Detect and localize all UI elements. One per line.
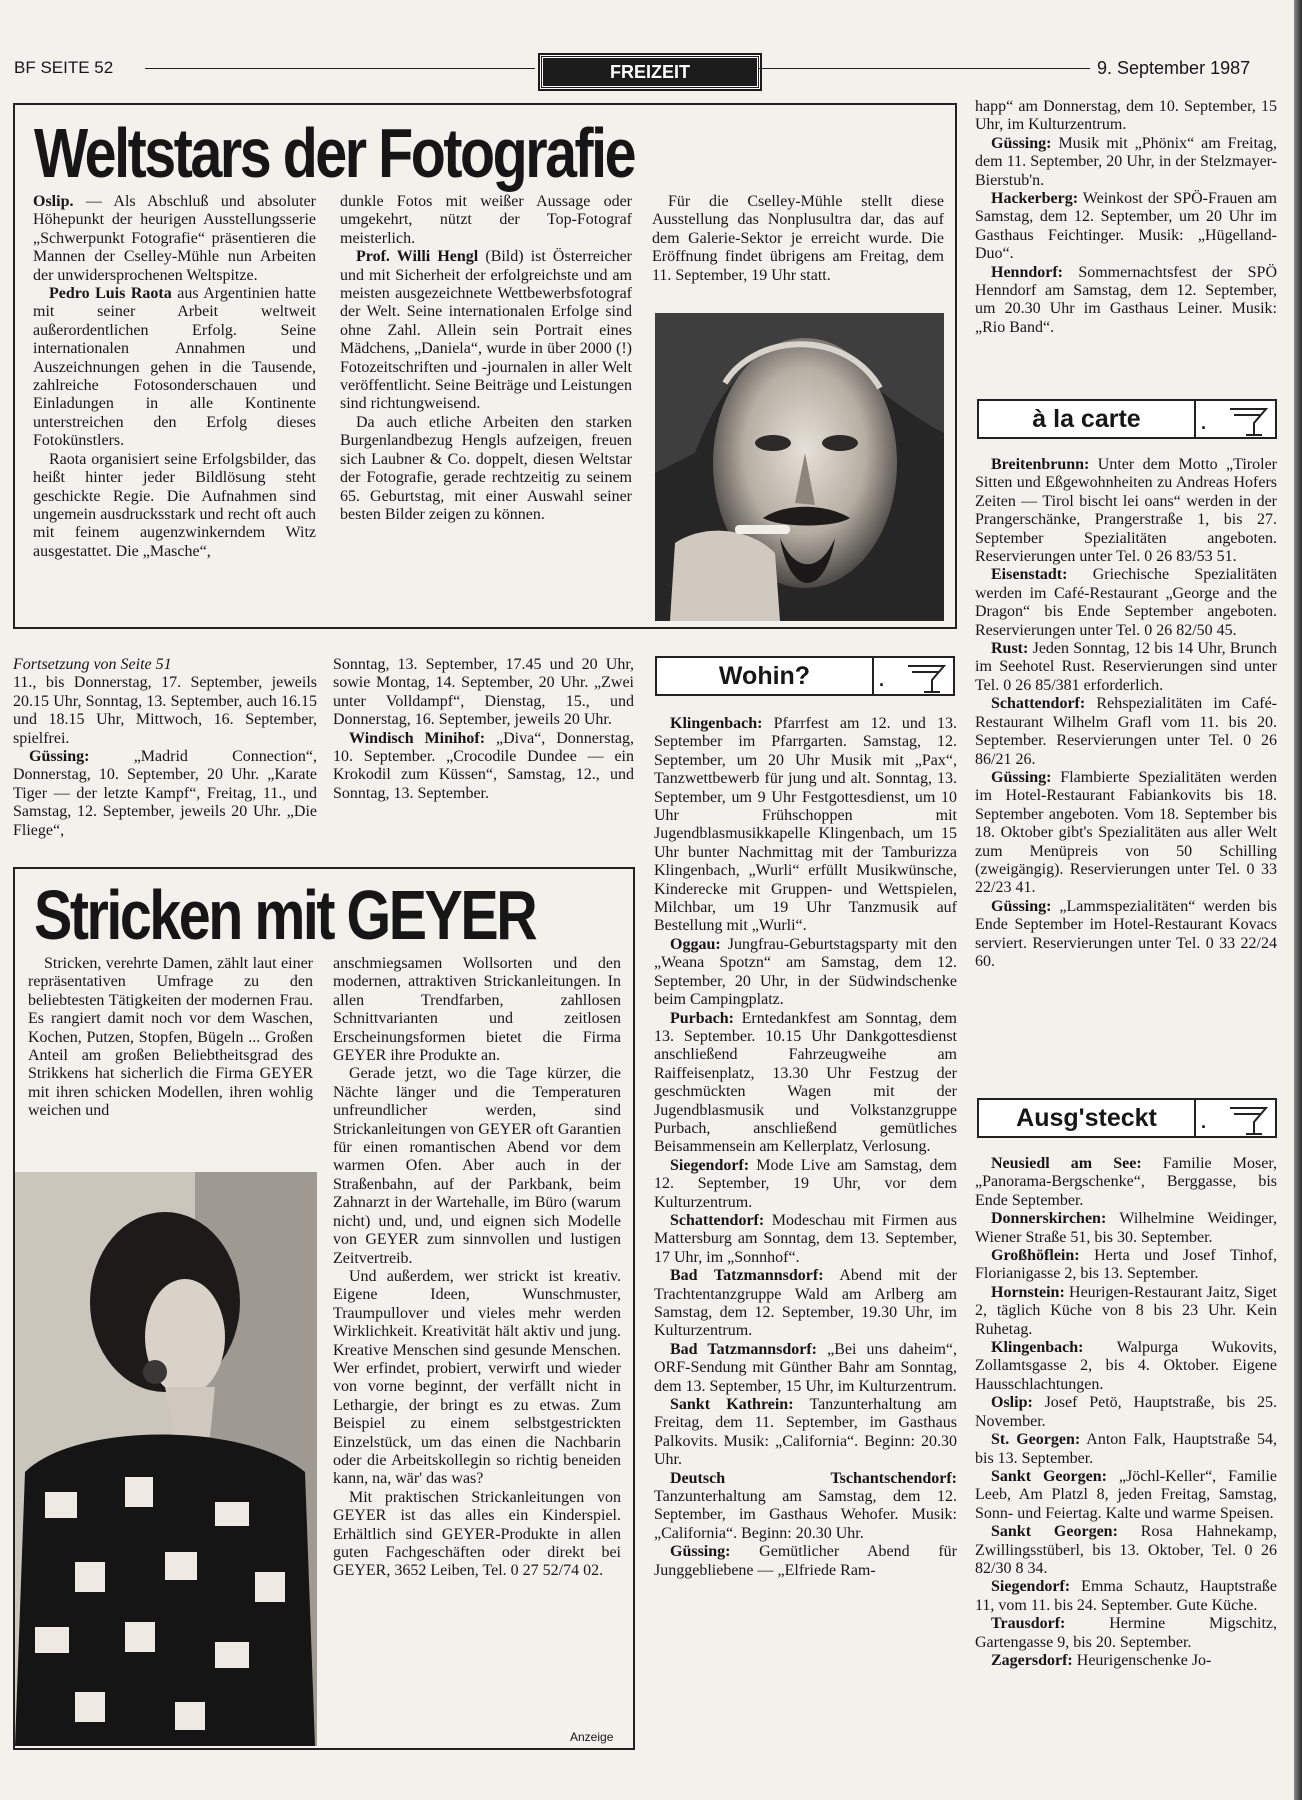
ausgsteckt-label: Ausg'steckt [979,1100,1196,1136]
knitwear-drawing [15,1172,317,1746]
header-rule-left [145,68,535,69]
ausgsteckt-box [977,1098,1277,1138]
article2-col1: Stricken, verehrte Damen, zählt laut einer repräsentativen Umfrage zu den beliebtesten Tätigkeiten der modernen Frau. Es rangiert damit noch vor dem Waschen, Kochen, Putzen, Stopfen, Bügeln ... Großen Anteil am großen Beliebtheitsgrad des Strikkens hat sicherlich die Firma GEYER mit ihren schicken Modellen, ihren wohlig weichen und [28,955,313,1120]
right-top-list: happ“ am Donnerstag, dem 10. September, 15 Uhr, im Kulturzentrum. Güssing: Musik mit „Phönix“ am Freitag, dem 11. September, 20 Uhr, in der Stelzmayer-Bierstub'n. Hackerberg: Weinkost der SPÖ-Frauen am Samstag, dem 12. September, um 20 Uhr im Gasthaus Feichtinger. Musik: „Hügelland-Duo“. Henndorf: Sommernachtsfest der SPÖ Henndorf am Samstag, dem 12. September, um 20.30 Uhr im Gasthaus Leiner. Musik: „Rio Band“. [975,98,1277,336]
article1-col3: Für die Cselley-Mühle stellt diese Ausstellung das Nonplusultra dar, das auf dem Galerie-Sektor je erreicht wurde. Die Eröffnung findet übrigens am Freitag, dem 11. September, 19 Uhr statt. [652,193,944,284]
scan-edge [1294,0,1302,1800]
wohin-box [655,656,955,696]
continuation-col2: Sonntag, 13. September, 17.45 und 20 Uhr, sowie Montag, 14. September, 20 Uhr. „Zwei unter Volldampf“, Dienstag, 15., und Donnerstag, 16. September, jeweils 20 Uhr. Windisch Minihof: „Diva“, Donnerstag, 10. September. „Crocodile Dundee — ein Krokodil zum Küssen“, Samstag, 12., und Sonntag, 13. September. [333,656,634,802]
glass-icon [902,662,950,694]
alacarte-dot: . [1201,413,1207,433]
glass-icon [1224,1104,1272,1136]
alacarte-list: Breitenbrunn: Unter dem Motto „Tiroler Sitten und Eßgewohnheiten zu Andreas Hofers Zeiten — Tirol bischt lei oans“ werden in der Prangerschänke, Prangerstraße 1, bis 27. September Spezialitäten angeboten. Reservierungen unter Tel. 0 26 83/53 51. Eisenstadt: Griechische Spezialitäten werden im Café-Restaurant „George and the Dragon“ bis Ende September angeboten. Reservierungen unter Tel. 0 26 82/50 45. Rust: Jeden Sonntag, 12 bis 14 Uhr, Brunch im Seehotel Rust. Reservierungen sind unter Tel. 0 26 85/381 erforderlich. Schattendorf: Rehspezialitäten im Café-Restaurant Wilhelm Grafl vom 11. bis 20. September. Reservierungen unter Tel. 0 26 86/21 26. Güssing: Flambierte Spezialitäten werden im Hotel-Restaurant Fabiankovits bis 18. September angeboten. Vom 18. September bis 18. Oktober gibt's Spezialitäten aus aller Welt zum Menüpreis von 50 Schilling (zweigängig). Reservierungen unter Tel. 0 33 22/23 41. Güssing: „Lammspezialitäten“ werden bis Ende September im Hotel-Restaurant Kovacs serviert. Reservierungen unter Tel. 0 33 22/24 60. [975,456,1277,970]
anzeige-label: Anzeige [570,1730,614,1744]
wohin-label: Wohin? [657,658,874,694]
article1-col2: dunkle Fotos mit weißer Aussage oder umgekehrt, nützt der Top-Fotograf meisterlich. Prof. Willi Hengl (Bild) ist Österreicher und mit Sicherheit der erfolgreichste und am meisten ausgezeichnete Wettbewerbsfotograf der Welt. Seine internationalen Erfolge sind ohne Zahl. Allein sein Portrait eines Mädchens, „Daniela“, wurde in über 2000 (!) Fotozeitschriften und -journalen in aller Welt veröffentlicht. Seine Beiträge und Leistungen sind richtungweisend. Da auch etliche Arbeiten den starken Burgenlandbezug Hengls aufzeigen, freuen sich Laubner & Co. doppelt, diesen Weltstar der Fotografie, gerade rechtzeitig zu seinem 65. Geburtstag, mit einer Auswahl seiner besten Bilder zeigen zu können. [340,193,632,523]
continuation-heading: Fortsetzung von Seite 51 [13,656,172,673]
page-label: BF SEITE 52 [14,58,114,77]
alacarte-box [977,399,1277,439]
article2-col2: anschmiegsamen Wollsorten und den modernen, attraktiven Strickanleitungen. In allen Trendfarben, zahllosen Schnittvarianten und zeitlosen Erscheinungsformen bietet die Firma GEYER ihre Produkte an. Gerade jetzt, wo die Tage kürzer, die Nächte länger und die Temperaturen unfreundlicher werden, sind Strickanleitungen von GEYER oft Garantien für einen romantischen Abend vor dem warmen Ofen. Aber auch in der Straßenbahn, auf der Parkbank, beim Zahnarzt in der Wartehalle, im Büro (warum nicht) und, und, und eignen sich Modelle von GEYER zum sinnvollen und lustigen Zeitvertreib. Und außerdem, wer strickt ist kreativ. Eigene Ideen, Wunschmuster, Traumpullover und vieles mehr werden Wirklichkeit. Kreativität hält aktiv und jung. Kreative Menschen sind gesunde Menschen. Wer erfindet, probiert, verwirft und wieder von vorne beginnt, der verfällt nicht in Lethargie, der bringt es zu etwas. Zum Beispiel zu einem selbstgestrickten Einzelstück, um das einen die Nachbarin oder die Arbeitskollegin so richtig beneiden kann, na, wär' das was? Mit praktischen Strickanleitungen von GEYER ist das alles ein Kinderspiel. Erhältlich sind GEYER-Produkte in allen guten Fachgeschäften oder direkt bei GEYER, 3652 Leiben, Tel. 0 27 52/74 02. [333,955,621,1580]
ausgsteckt-dot: . [1201,1112,1207,1132]
section-tab: FREIZEIT [540,55,760,89]
alacarte-label: à la carte [979,401,1196,437]
page-date: 9. September 1987 [1097,58,1251,78]
article1-headline: Weltstars der Fotografie [34,114,635,192]
knitwear-photo [15,1172,317,1746]
article2-headline: Stricken mit GEYER [34,876,536,954]
wohin-list: Klingenbach: Pfarrfest am 12. und 13. September im Pfarrgarten. Samstag, 12. September, um 20 Uhr Musik mit „Pax“, Tanzwettbewerb für jung und alt. Sonntag, 13. September, um 9 Uhr Festgottesdienst, um 10 Uhr Frühschoppen mit Jugendblasmusikkapelle Klingenbach, um 15 Uhr bunter Nachmittag mit der Tamburizza Klingenbach, „Wurli“ erfüllt Musikwünsche, Kinderecke mit Gruppen- und Wettspielen, Milchbar, um 19 Uhr Tanzmusik auf Bestellung mit „Wurli“. Oggau: Jungfrau-Geburtstagsparty mit den „Weana Spotzn“ am Samstag, dem 12. September, 20 Uhr, in der Südwindschenke beim Campingplatz. Purbach: Erntedankfest am Sonntag, dem 13. September. 10.15 Uhr Dankgottesdienst anschließend Fahrzeugweihe am Raiffeisenplatz, 13.30 Uhr Festzug der geschmückten Wagen mit der Jugendblasmusik und Volkstanzgruppe Purbach, anschließend gemütliches Beisammensein am Kellerplatz, Verlosung. Siegendorf: Mode Live am Samstag, dem 12. September, 19 Uhr, vor dem Kulturzentrum. Schattendorf: Modeschau mit Firmen aus Mattersburg am Sonntag, dem 13. September, 17 Uhr, im „Sonnhof“. Bad Tatzmannsdorf: Abend mit der Trachtentanzgruppe Wald am Arlberg am Samstag, dem 12. September, 19.30 Uhr, im Kulturzentrum. Bad Tatzmannsdorf: „Bei uns daheim“, ORF-Sendung mit Günther Bahr am Sonntag, dem 13. September, 15 Uhr, im Kulturzentrum. Sankt Kathrein: Tanzunterhaltung am Freitag, dem 11. September, im Gasthaus Palkovits. Musik: „California“. Beginn: 20.30 Uhr. Deutsch Tschantschendorf: Tanzunterhaltung am Samstag, dem 12. September, im Gasthaus Wehofer. Musik: „California“. Beginn: 20.30 Uhr. Güssing: Gemütlicher Abend für Junggebliebene — „Elfriede Ram- [654,715,958,1579]
ausgsteckt-list: Neusiedl am See: Familie Moser, „Panorama-Bergschenke“, Berggasse, bis Ende September. Donnerskirchen: Wilhelmine Weidinger, Wiener Straße 51, bis 30. September. Großhöflein: Herta und Josef Tinhof, Florianigasse 2, bis 13. September. Hornstein: Heurigen-Restaurant Jaitz, Siget 2, täglich Küche von 8 bis 23 Uhr. Kein Ruhetag. Klingenbach: Walpurga Wukovits, Zollamtsgasse 2, bis 4. Oktober. Eigene Hausschlachtungen. Oslip: Josef Petö, Hauptstraße, bis 25. November. St. Georgen: Anton Falk, Hauptstraße 54, bis 13. September. Sankt Georgen: „Jöchl-Keller“, Familie Leeb, Am Platzl 8, jeden Freitag, Samstag, Sonn- und Feiertag. Kalte und warme Speisen. Sankt Georgen: Rosa Hahnekamp, Zwillingsstüberl, bis 13. Oktober, Tel. 0 26 82/30 8 34. Siegendorf: Emma Schautz, Hauptstraße 11, vom 11. bis 24. September. Gute Küche. Trausdorf: Hermine Migschitz, Gartengasse 9, bis 20. September. Zagersdorf: Heurigenschenke Jo- [975,1155,1278,1669]
portrait-photo [655,313,944,621]
article1-col1: Oslip. — Als Abschluß und absoluter Höhepunkt der heurigen Ausstellungsserie „Schwerpunkt Fotografie“ präsentieren die Mannen der Cselley-Mühle nun Arbeiten der unwidersprochenen Weltspitze. Pedro Luis Raota aus Argentinien hatte mit seiner Arbeit weltweit außerordentlichen Erfolg. Seine internationalen Annahmen und Auszeichnungen gehen in die Tausende, zahlreiche Fotosonderschauen und Einladungen in alle Kontinente unterstreichen den Erfolg dieses Fotokünstlers. Raota organisiert seine Erfolgsbilder, das heißt hinter jeder Bildlösung steht geschickte Regie. Die Aufnahmen sind ungemein ausdrucksstark und recht oft auch mit feinem augenzwinkerndem Witz ausgestattet. Die „Masche“, [33,193,317,560]
wohin-dot: . [879,670,885,690]
continuation-col1: Fortsetzung von Seite 51 11., bis Donnerstag, 17. September, jeweils 20.15 Uhr, Sonntag, 13. September, auch 16.15 und 18.15 Uhr, Mittwoch, 16. September, spielfrei. Güssing: „Madrid Connection“, Donnerstag, 10. September, 20 Uhr. „Karate Tiger — der letzte Kampf“, Freitag, 11., und Samstag, 12. September, jeweils 20 Uhr. „Die Fliege“, [13,656,317,839]
header-rule-right [758,68,1090,69]
glass-icon [1224,405,1272,437]
portrait-drawing [655,313,944,621]
